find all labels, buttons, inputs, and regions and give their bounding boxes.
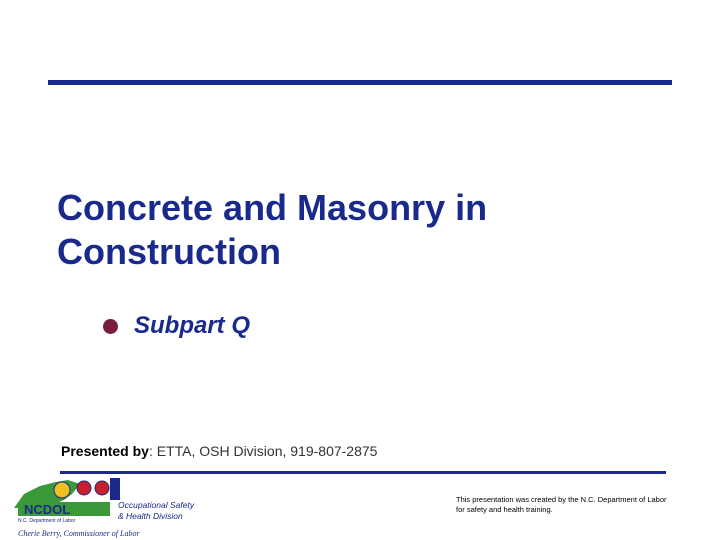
logo-org-sub: N.C. Department of Labor: [18, 518, 76, 524]
logo-division-line1: Occupational Safety: [118, 500, 195, 510]
logo-division-line2: & Health Division: [118, 511, 183, 521]
presented-by-detail: : ETTA, OSH Division, 919-807-2875: [148, 443, 378, 459]
logo-org: NCDOL: [24, 502, 71, 517]
top-divider: [48, 80, 672, 85]
ncdol-logo: [10, 474, 200, 540]
disclaimer-text: This presentation was created by the N.C. Department of Labor for safety and health training.: [456, 495, 667, 514]
logo-commissioner: Cherie Berry, Commissioner of Labor: [18, 529, 140, 538]
bullet-text: Subpart Q: [134, 312, 251, 339]
presented-by-label: Presented by: [61, 443, 149, 459]
presented-by: [61, 443, 377, 459]
bullet-dot-icon: [103, 319, 118, 334]
slide-title: Concrete and Masonry in Construction: [57, 187, 488, 272]
bullet-item: [103, 312, 250, 340]
